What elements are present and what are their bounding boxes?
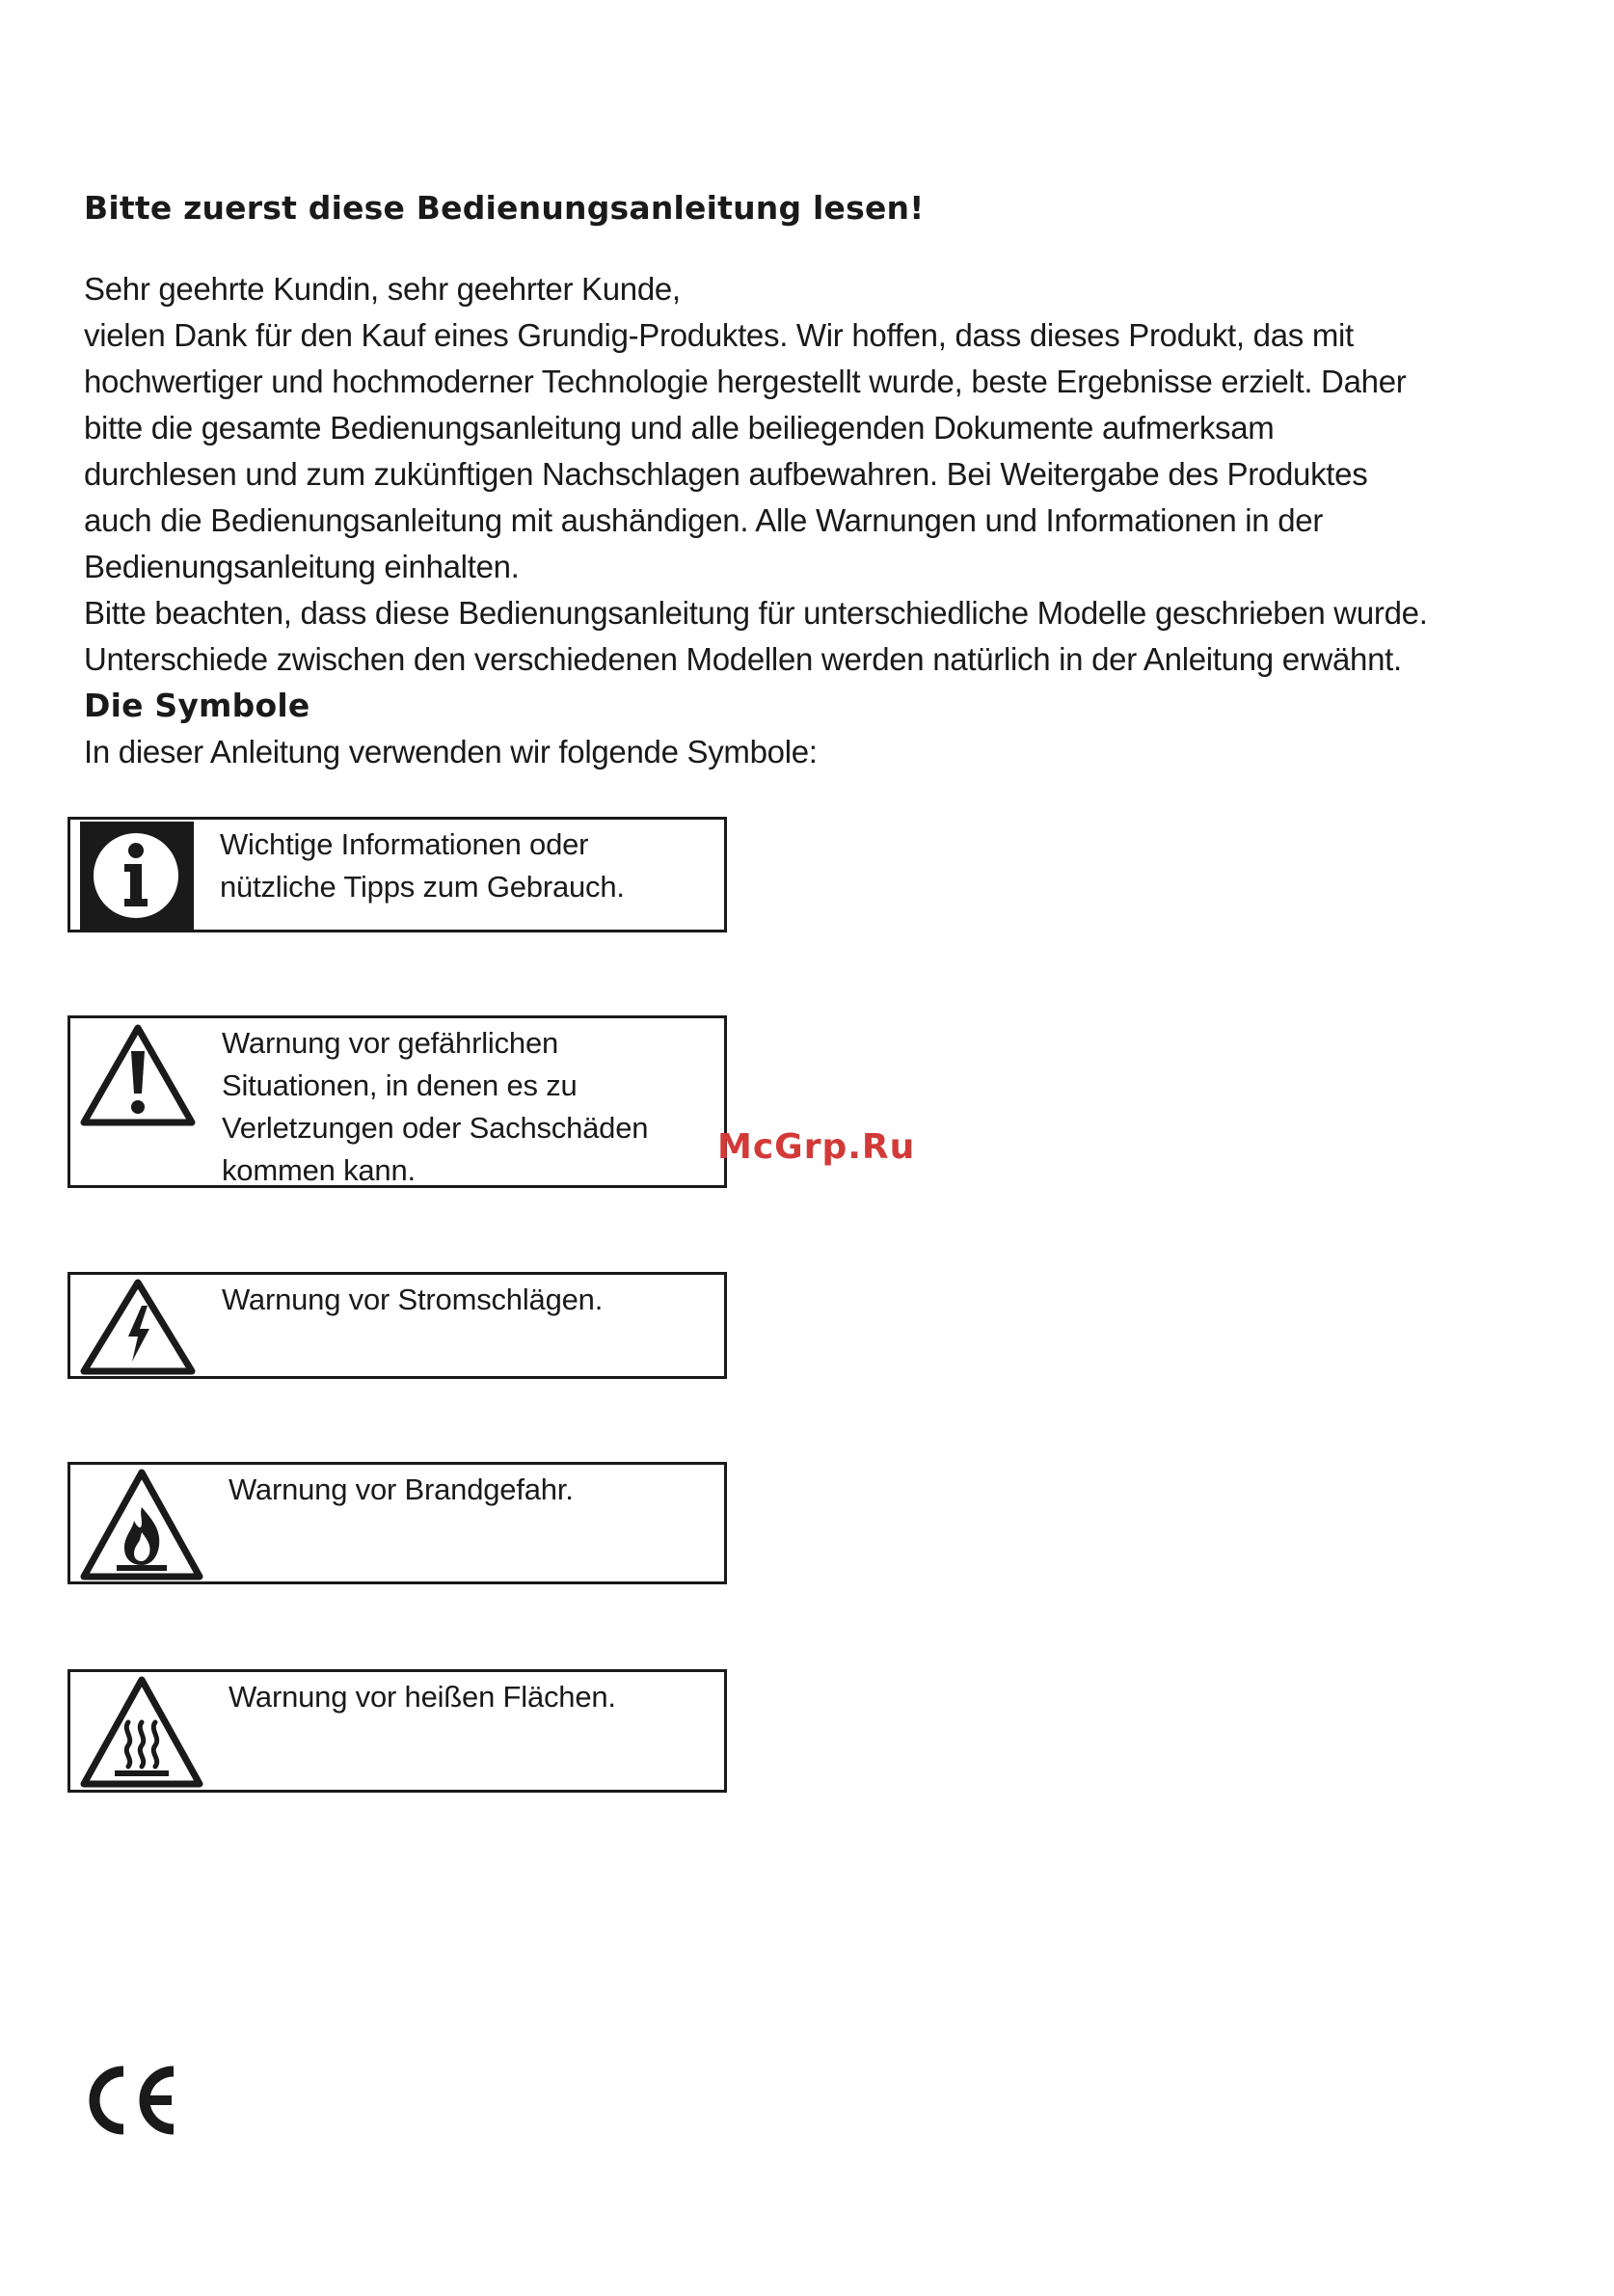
- symbol-box-electric: [67, 1272, 727, 1379]
- note-line: Bitte beachten, dass diese Bedienungsanleitung für unterschiedliche Modelle geschrieben wurde.: [84, 595, 1428, 631]
- intro-line: bitte die gesamte Bedienungsanleitung und alle beiliegenden Dokumente aufmerksam: [84, 410, 1275, 446]
- info-icon: [80, 822, 194, 933]
- symbol-box-hot-surface: [67, 1669, 727, 1793]
- symbol-text-line: Verletzungen oder Sachschäden: [222, 1111, 649, 1145]
- note-line: Unterschiede zwischen den verschiedenen Modellen werden natürlich in der Anleitung erwähnt.: [84, 641, 1402, 677]
- watermark: McGrp.Ru: [717, 1127, 916, 1167]
- intro-text: [84, 266, 1569, 775]
- symbol-text-line: nützliche Tipps zum Gebrauch.: [220, 870, 625, 904]
- symbol-text-line: Situationen, in denen es zu: [222, 1068, 578, 1102]
- symbols-intro: In dieser Anleitung verwenden wir folgende Symbole:: [84, 734, 818, 770]
- symbol-text-line: Warnung vor gefährlichen: [222, 1026, 559, 1060]
- symbol-box-fire: [67, 1462, 727, 1584]
- symbols-title: Die Symbole: [84, 687, 310, 724]
- intro-line: Bedienungsanleitung einhalten.: [84, 549, 520, 584]
- symbol-text-line: kommen kann.: [222, 1153, 416, 1187]
- electric-shock-icon: [78, 1277, 198, 1381]
- ce-mark-icon: [79, 2064, 179, 2141]
- symbol-text-line: Warnung vor Brandgefahr.: [229, 1472, 574, 1506]
- intro-line: vielen Dank für den Kauf eines Grundig-Produktes. Wir hoffen, dass dieses Produkt, das mit: [84, 317, 1354, 353]
- symbol-text-line: Warnung vor Stromschlägen.: [222, 1283, 604, 1316]
- symbol-text-line: Warnung vor heißen Flächen.: [229, 1680, 616, 1714]
- symbol-text-line: Wichtige Informationen oder: [220, 827, 589, 861]
- symbol-box-warning: [67, 1015, 727, 1188]
- greeting: Sehr geehrte Kundin, sehr geehrter Kunde,: [84, 271, 681, 307]
- intro-line: auch die Bedienungsanleitung mit aushändigen. Alle Warnungen und Informationen in der: [84, 502, 1324, 538]
- warning-triangle-icon: [78, 1022, 198, 1132]
- intro-line: hochwertiger und hochmoderner Technologie hergestellt wurde, beste Ergebnisse erzielt. Daher: [84, 364, 1407, 399]
- page-title: Bitte zuerst diese Bedienungsanleitung lesen!: [84, 189, 925, 227]
- fire-hazard-icon: [78, 1467, 205, 1586]
- symbol-box-info: [67, 817, 727, 932]
- hot-surface-icon: [78, 1674, 205, 1794]
- intro-line: durchlesen und zum zukünftigen Nachschlagen aufbewahren. Bei Weitergabe des Produktes: [84, 456, 1368, 492]
